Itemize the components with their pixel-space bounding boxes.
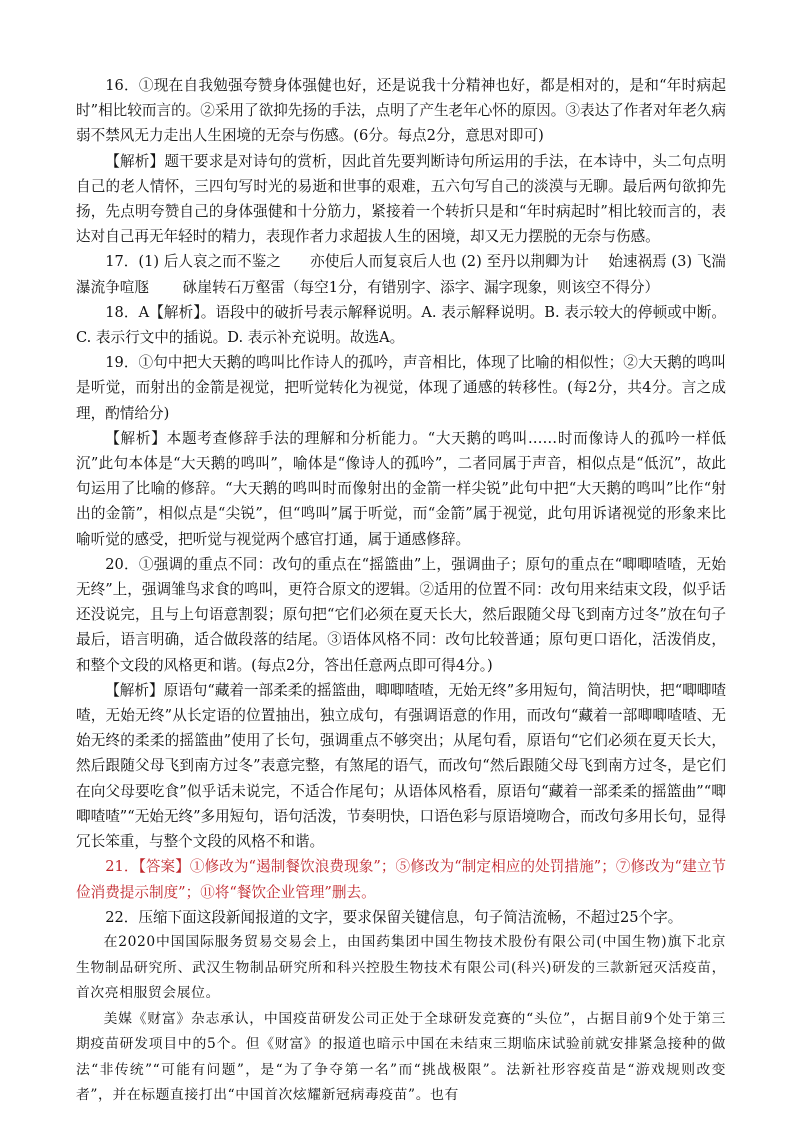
analysis-19: 【解析】本题考查修辞手法的理解和分析能力。“大天鹅的鸣叫……时而像诗人的孤吟一样低沉”此句本体是“大天鹅的鸣叫”，喻体是“像诗人的孤吟”，二者同属于声音，相似点是“低沉”，故此句运用了比喻的修辞。“大天鹅的鸣叫时而像射出的金箭一样尖锐”此句中把“大天鹅的鸣叫”比作“射出的金箭”，相似点是“尖锐”，但“鸣叫”属于听觉，而“金箭”属于视觉，此句用诉诸视觉的形象来比喻听觉的感受，把听觉与视觉两个感官打通，属于通感修辞。 xyxy=(76,429,726,548)
question-22: 22．压缩下面这段新闻报道的文字，要求保留关键信息，句子简洁流畅，不超过25个字。 xyxy=(105,908,683,926)
answer-18: 18．A【解析】。语段中的破折号表示解释说明。A. 表示解释说明。B. 表示较大的停顿或中断。C. 表示行文中的插说。D. 表示补充说明。故选A。 xyxy=(76,303,726,347)
news-passage-paragraph-1: 在2020中国国际服务贸易交易会上，由国药集团中国生物技术股份有限公司(中国生物)旗下北京生物制品研究所、武汉生物制品研究所和科兴控股生物技术有限公司(科兴)研发的三款新冠灭活疫苗，首次亮相服贸会展位。 xyxy=(76,933,726,1002)
answer-16: 16．①现在自我勉强夸赞身体强健也好，还是说我十分精神也好，都是相对的，是和“年时病起时”相比较而言的。②采用了欲抑先扬的手法，点明了产生老年心怀的原因。③表达了作者对年老久病弱不禁风无力走出人生困境的无奈与伤感。(6分。每点2分，意思对即可) xyxy=(76,77,726,145)
answer-17: 17．(1) 后人哀之而不鉴之 亦使后人而复哀后人也 (2) 至丹以荆卿为计 始速祸焉 (3) 飞湍瀑流争喧豗 砯崖转石万壑雷（每空1分，有错别字、添字、漏字现象，则该空不得分） xyxy=(76,253,726,296)
analysis-20: 【解析】原语句“藏着一部柔柔的摇篮曲，唧唧喳喳，无始无终”多用短句，简洁明快，把“唧唧喳喳，无始无终”从长定语的位置抽出，独立成句，有强调语意的作用，而改句“藏着一部唧唧喳喳、无始无终的柔柔的摇篮曲”使用了长句，强调重点不够突出；从尾句看，原语句“它们必须在夏天长大，然后跟随父母飞到南方过冬”表意完整，有煞尾的语气，而改句“然后跟随父母飞到南方过冬，是它们在向父母要吃食”似乎话未说完，不适合作尾句；从语体风格看，原语句“藏着一部柔柔的摇篮曲”“唧唧喳喳”“无始无终”多用短句，语句活泼，节奏明快，口语色彩与原语境吻合，而改句多用长句，显得冗长笨重，与整个文段的风格不和谐。 xyxy=(76,681,726,851)
analysis-16: 【解析】题干要求是对诗句的赏析，因此首先要判断诗句所运用的手法，在本诗中，头二句点明自己的老人情怀，三四句写时光的易逝和世事的艰难，五六句写自己的淡漠与无聊。最后两句欲抑先扬，先点明夸赞自己的身体强健和十分筋力，紧接着一个转折只是和“年时病起时”相比较而言的，表达对自己再无年轻时的精力，表现作者力求超拔人生的困境，却又无力摆脱的无奈与伤感。 xyxy=(76,152,726,246)
answer-20: 20．①强调的重点不同：改句的重点在“摇篮曲”上，强调曲子；原句的重点在“唧唧喳喳，无始无终”上，强调雏鸟求食的鸣叫，更符合原文的逻辑。②适用的位置不同：改句用来结束文段，似乎话还没说完，且与上句语意割裂；原句把“它们必须在夏天长大，然后跟随父母飞到南方过冬”放在句子最后，语言明确，适合做段落的结尾。③语体风格不同：改句比较普通；原句更口语化，活泼俏皮，和整个文段的风格更和谐。(每点2分，答出任意两点即可得4分。) xyxy=(76,555,726,674)
news-passage-paragraph-2: 美媒《财富》杂志承认，中国疫苗研发公司正处于全球研发竞赛的“头位”，占据目前9个处于第三期疫苗研发项目中的5个。但《财富》的报道也暗示中国在未结束三期临床试验前就安排紧急接种的做法“非传统”“可能有问题”，是“为了争夺第一名”而“挑战极限”。法新社形容疫苗是“游戏规则改变者”，并在标题直接打出“中国首次炫耀新冠病毒疫苗”。也有 xyxy=(76,1010,726,1104)
answer-19: 19．①句中把大天鹅的鸣叫比作诗人的孤吟，声音相比，体现了比喻的相似性；②大天鹅的鸣叫是听觉，而射出的金箭是视觉，把听觉转化为视觉，体现了通感的转移性。(每2分，共4分。言之成理，酌情给分) xyxy=(76,354,726,422)
answer-page xyxy=(76,73,726,1109)
answer-21: 21．【答案】①修改为“遏制餐饮浪费现象”；⑤修改为“制定相应的处罚措施”；⑦修改为“建立节俭消费提示制度”；⑪将“餐饮企业管理”删去。 xyxy=(76,858,726,901)
